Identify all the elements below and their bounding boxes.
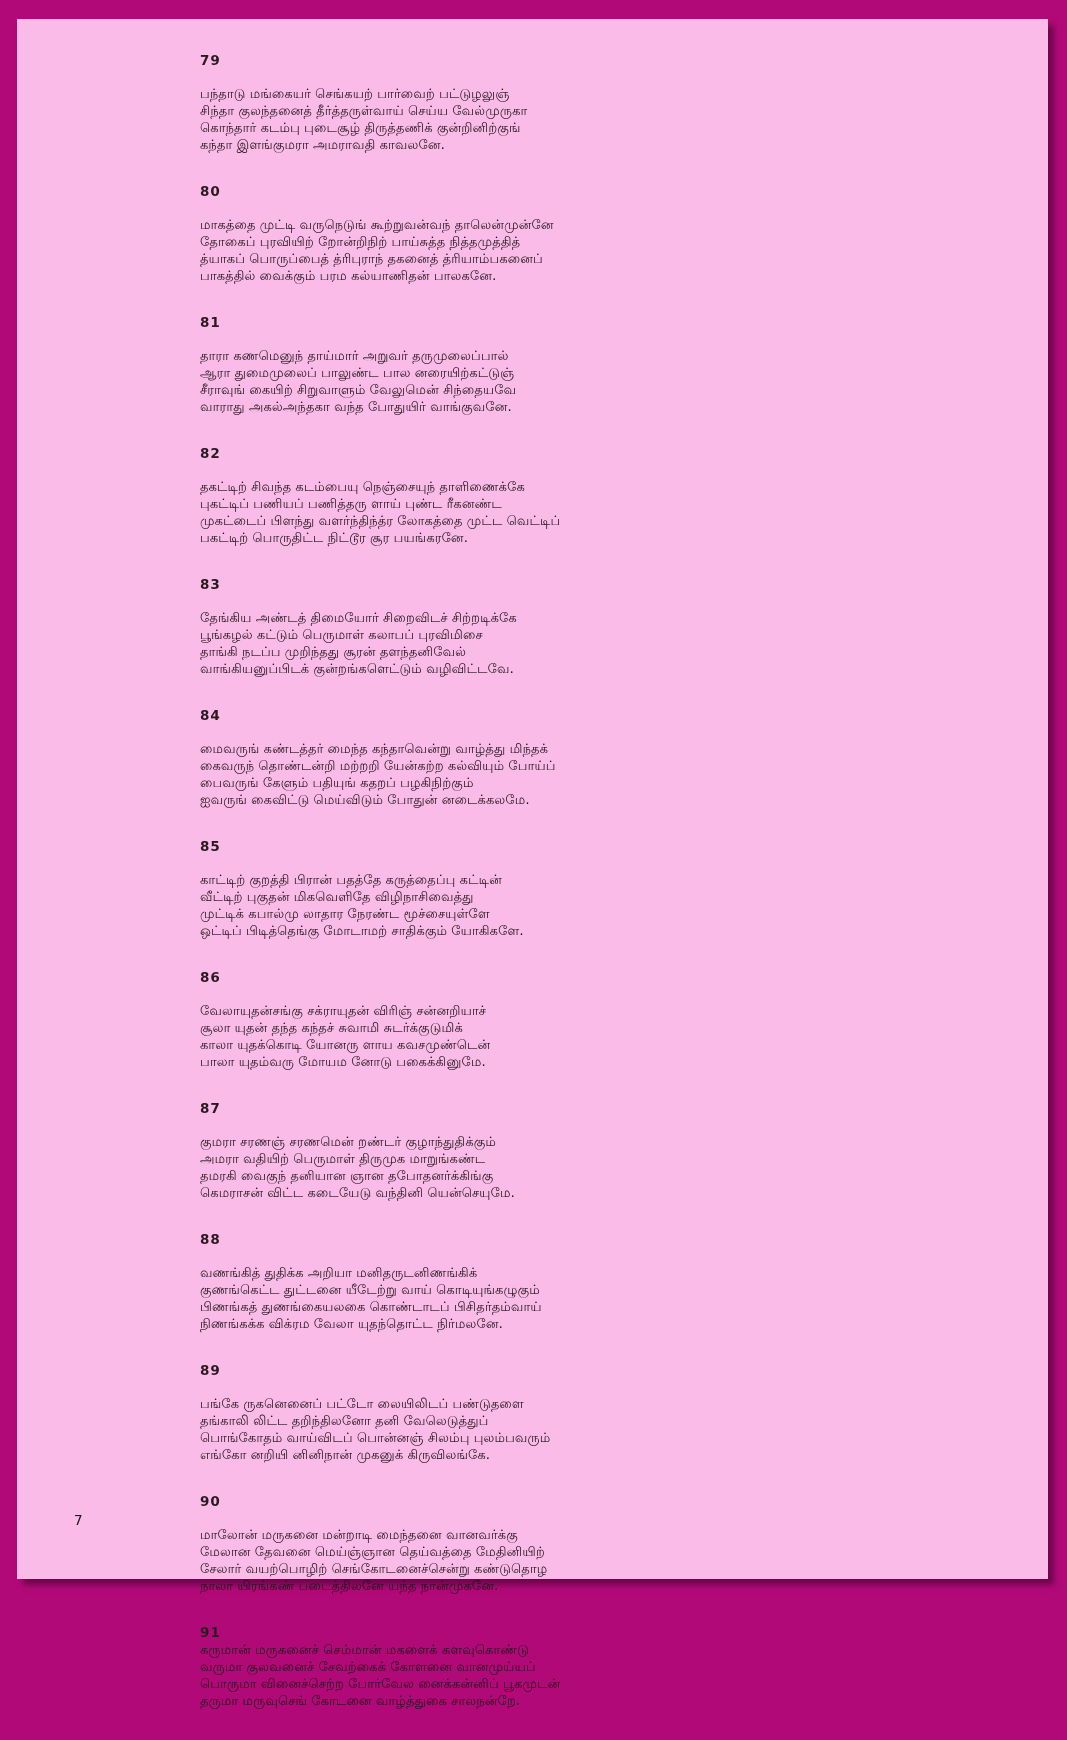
verse-block [200,1101,1020,1202]
verse-line: வாராது அகல்அந்தகா வந்த போதுயிர் வாங்குவனே. [200,400,512,415]
verse-line: சேலார் வயற்பொழிற் செங்கோடனைச்சென்று கண்டுதொழ [200,1562,548,1577]
verse-line: பைவருங் கேளும் பதியுங் கதறப் பழகிநிற்கும் [200,776,474,791]
verse-line: பகட்டிற் பொருதிட்ட நிட்டூர சூர பயங்கரனே. [200,531,468,546]
verse-line: மாகத்தை முட்டி வருநெடுங் கூற்றுவன்வந் தாலென்முன்னே [200,218,554,233]
verse-block [200,315,1020,416]
verse-block [200,1363,1020,1464]
verse-line: குமரா சரணஞ் சரணமென் றண்டர் குழாந்துதிக்கும் [200,1135,497,1150]
verse-number: 87 [200,1101,221,1117]
verse-line: கந்தா இளங்குமரா அமராவதி காவலனே. [200,138,445,153]
verse-line: வீட்டிற் புகுதன் மிகவெளிதே விழிநாசிவைத்து [200,890,474,905]
verse-line: முட்டிக் கபால்மு லாதார நேரண்ட மூச்சையுள்ளே [200,907,490,922]
verse-number: 80 [200,184,221,200]
verse-block [200,708,1020,809]
verse-line: எங்கோ னறியி னினிநான் முகனுக் கிருவிலங்கே. [200,1448,490,1463]
verse-number: 82 [200,446,221,462]
verse-line: வாங்கியனுப்பிடக் குன்றங்களெட்டும் வழிவிட்டவே. [200,662,514,677]
verse-line: கருமான் மருகனைச் செம்மான் மகளைக் களவுகொண்டு [200,1643,529,1658]
verse-line: தருமா மருவுசெங் கோடனை வாழ்த்துகை சாலநன்றே. [200,1694,521,1709]
verse-block [200,839,1020,940]
verse-number: 81 [200,315,221,331]
verse-line: கைவருந் தொண்டன்றி மற்றறி யேன்கற்ற கல்வியும் போய்ப் [200,759,556,774]
verse-line: சூலா யுதன் தந்த கந்தச் சுவாமி சுடர்க்குடுமிக் [200,1021,463,1036]
verse-line: த்யாகப் பொருப்பைத் த்ரிபுராந் தகனைத் த்ரியாம்பகனைப் [200,252,543,267]
verse-line: தோகைப் புரவியிற் றோன்றிநிற் பாய்சுத்த நித்தமுத்தித் [200,235,521,250]
verse-line: மேலான தேவனை மெய்ஞ்ஞான தெய்வத்தை மேதினியிற் [200,1545,545,1560]
verse-number: 91 [200,1625,221,1641]
verse-number: 84 [200,708,221,724]
verse-line: சிந்தா குலந்தனைத் தீர்த்தருள்வாய் செய்ய வேல்முருகா [200,104,528,119]
verse-line: பாகத்தில் வைக்கும் பரம கல்யாணிதன் பாலகனே. [200,269,497,284]
verse-line: பூங்கழல் கட்டும் பெருமாள் கலாபப் புரவிமிசை [200,628,483,643]
verse-line: தேங்கிய அண்டத் திமையோர் சிறைவிடச் சிற்றடிக்கே [200,611,517,626]
verse-line: தாரா கணமெனுந் தாய்மார் அறுவர் தருமுலைப்பால் [200,349,509,364]
verse-line: நாலா யிரங்கண் படைத்திலனே யந்த நான்முகனே. [200,1579,499,1594]
verse-line: காட்டிற் குறத்தி பிரான் பதத்தே கருத்தைப்பு கட்டின் [200,873,502,888]
verse-number: 79 [200,53,221,69]
verse-number: 83 [200,577,221,593]
verse-line: கெமராசன் விட்ட கடையேடு வந்தினி யென்செயுமே. [200,1186,515,1201]
verse-list [200,53,1020,1740]
verse-block [200,53,1020,154]
verse-line: வேலாயுதன்சங்கு சக்ராயுதன் விரிஞ் சன்னறியாச் [200,1004,487,1019]
verse-number: 90 [200,1494,221,1510]
verse-number: 89 [200,1363,221,1379]
verse-line: மைவருங் கண்டத்தர் மைந்த கந்தாவென்று வாழ்த்து மிந்தக் [200,742,549,757]
verse-line: அமரா வதியிற் பெருமாள் திருமுக மாறுங்கண்ட [200,1152,486,1167]
verse-line: பொருமா வினைச்செற்ற போர்வேல னைக்கன்னிப் பூகமுடன் [200,1677,561,1692]
verse-block [200,446,1020,547]
verse-number: 85 [200,839,221,855]
verse-line: ஆரா துமைமுலைப் பாலுண்ட பால னரையிற்கட்டுஞ் [200,366,515,381]
verse-line: பாலா யுதம்வரு மோயம னோடு பகைக்கினுமே. [200,1055,486,1070]
verse-line: நிணங்கக்க விக்ரம வேலா யுதந்தொட்ட நிர்மலனே. [200,1317,503,1332]
verse-number: 88 [200,1232,221,1248]
verse-line: மாலோன் மருகனை மன்றாடி மைந்தனை வானவர்க்கு [200,1528,518,1543]
verse-line: வருமா குலவனைச் சேவற்கைக் கோளனை வானமுய்யப் [200,1660,536,1675]
verse-block [200,1232,1020,1333]
verse-line: தமரகி வைகுந் தனியான ஞான தபோதனர்க்கிங்கு [200,1169,494,1184]
verse-line: பங்கே ருகனெனைப் பட்டோ லையிலிடப் பண்டுதளை [200,1397,524,1412]
verse-line: தங்காலி லிட்ட தறிந்திலனோ தனி வேலெடுத்துப் [200,1414,489,1429]
verse-line: ஐவருங் கைவிட்டு மெய்விடும் போதுன் னடைக்கலமே. [200,793,530,808]
verse-line: குணங்கெட்ட துட்டனை யீடேற்று வாய் கொடியுங்கழுகும் [200,1283,540,1298]
verse-line: பிணங்கத் துணங்கையலகை கொண்டாடப் பிசிதர்தம்வாய் [200,1300,542,1315]
verse-line: புகட்டிப் பணியப் பணித்தரு ளாய் புண்ட ரீகனண்ட [200,497,502,512]
document-page [17,19,1048,1709]
verse-line: தாங்கி நடப்ப முறிந்தது சூரன் தளந்தனிவேல் [200,645,467,660]
page-number: 7 [74,1513,83,1529]
verse-block [200,1625,1020,1710]
verse-number: 86 [200,970,221,986]
verse-block [200,577,1020,678]
verse-line: பொங்கோதம் வாய்விடப் பொன்னஞ் சிலம்பு புலம்பவரும் [200,1431,551,1446]
verse-line: வணங்கித் துதிக்க அறியா மனிதருடனிணங்கிக் [200,1266,478,1281]
verse-line: ஒட்டிப் பிடித்தெங்கு மோடாமற் சாதிக்கும் யோகிகளே. [200,924,524,939]
verse-block [200,970,1020,1071]
verse-line: காலா யுதக்கொடி யோனரு ளாய கவசமுண்டென் [200,1038,491,1053]
verse-block [200,184,1020,285]
verse-block [200,1494,1020,1595]
verse-line: பந்தாடு மங்கையர் செங்கயற் பார்வைற் பட்டுழலுஞ் [200,87,510,102]
verse-line: சீராவுங் கையிற் சிறுவாளும் வேலுமென் சிந்தையவே [200,383,517,398]
verse-line: முகட்டைப் பிளந்து வளர்ந்திந்த்ர லோகத்தை முட்ட வெட்டிப் [200,514,561,529]
verse-line: தகட்டிற் சிவந்த கடம்பையு நெஞ்சையுந் தாளிணைக்கே [200,480,525,495]
verse-line: கொந்தார் கடம்பு புடைசூழ் திருத்தணிக் குன்றினிற்குங் [200,121,521,136]
